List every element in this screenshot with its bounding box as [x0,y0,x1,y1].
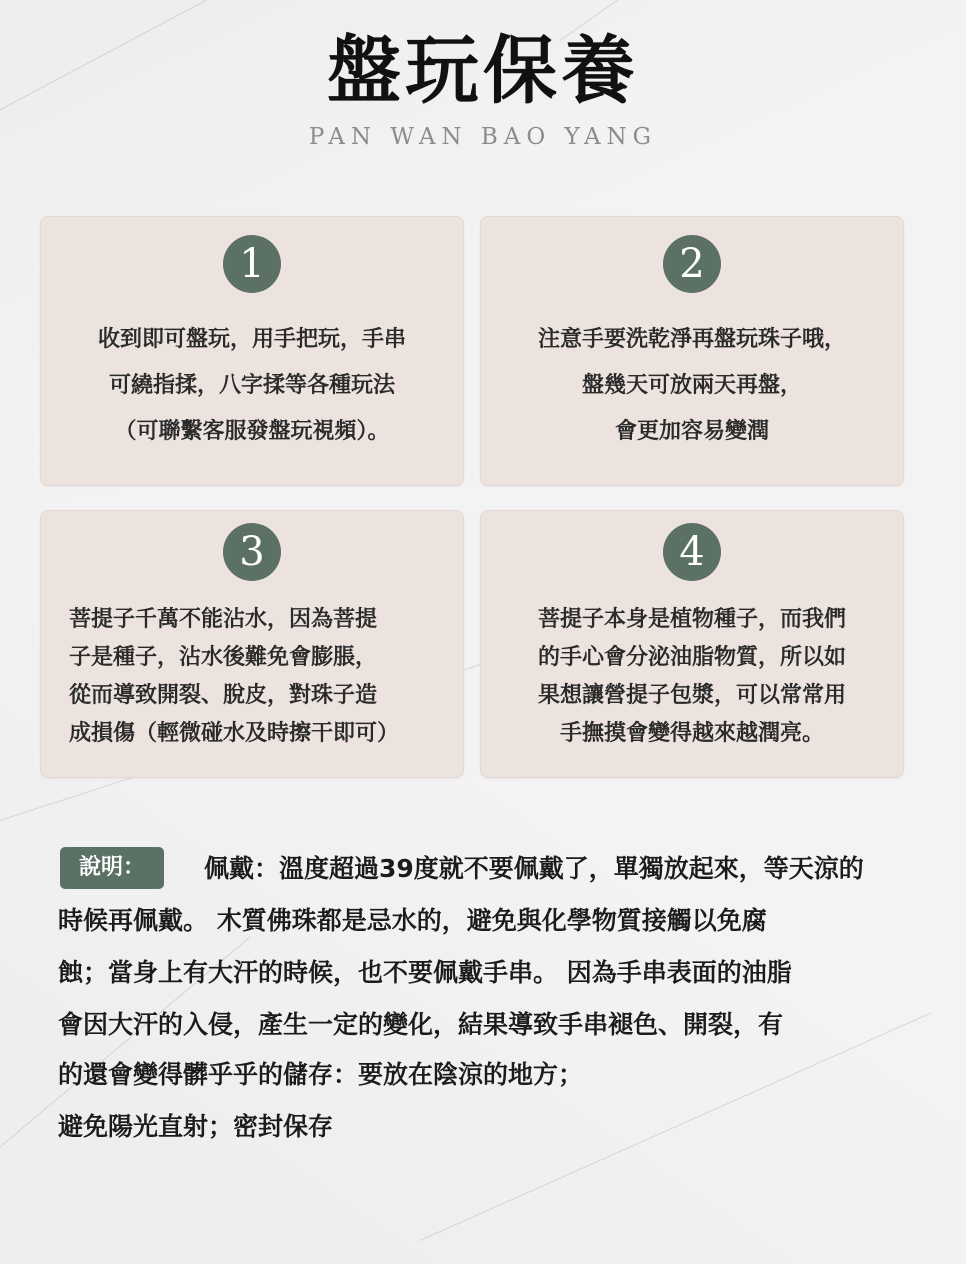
card-text [505,317,879,455]
card-text-line: 果想讓營提子包漿，可以常常用 [537,683,846,708]
note-line: 的還會變得髒乎乎的儲存：要放在陰涼的地方； [58,1060,584,1089]
card-text-line: 的手心會分泌油脂物質，所以如 [537,645,846,670]
card-2 [480,216,904,486]
page-title: 盤玩保養 [327,28,639,114]
step-number-badge: 4 [663,523,721,581]
card-4 [480,510,904,778]
card-text-line: 子是種子，沾水後難免會膨脹， [69,645,378,670]
card-text-line: 收到即可盤玩，用手把玩，手串 [97,327,406,352]
card-text-line: 注意手要洗乾淨再盤玩珠子哦， [537,327,846,352]
card-text-line: 盤幾天可放兩天再盤， [581,373,802,398]
card-text-line: 菩提子千萬不能沾水，因為菩提 [69,607,378,632]
step-number-badge: 2 [663,235,721,293]
note-line: 會因大汗的入侵，產生一定的變化，結果導致手串褪色、開裂，有 [58,1010,784,1039]
card-text-line: 菩提子本身是植物種子，而我們 [537,607,846,632]
step-number-badge: 3 [223,523,281,581]
note-line: 蝕；當身上有大汗的時候，也不要佩戴手串。 因為手串表面的油脂 [58,958,792,987]
card-text-line: 可繞指揉，八字揉等各種玩法 [108,373,395,398]
card-text-line: 從而導致開裂、脫皮，對珠子造 [69,683,378,708]
note-label-badge: 說明： [60,847,164,889]
card-text-line: 會更加容易變潤 [614,419,769,444]
card-text [505,601,879,753]
card-text-line: （可聯繫客服發盤玩視頻）。 [114,419,390,444]
card-text [65,317,439,455]
card-text [69,601,439,753]
card-1 [40,216,464,486]
marble-vein [420,1012,932,1241]
card-3 [40,510,464,778]
page-subtitle: PAN WAN BAO YANG [308,124,658,150]
note-line: 佩戴：溫度超過39度就不要佩戴了，單獨放起來，等天涼的 [204,854,864,883]
note-line: 避免陽光直射；密封保存 [58,1112,334,1141]
card-text-line: 手撫摸會變得越來越潤亮。 [559,721,824,746]
step-number-badge: 1 [223,235,281,293]
card-text-line: 成損傷（輕微碰水及時擦干即可） [69,721,400,746]
note-line: 時候再佩戴。 木質佛珠都是忌水的，避免與化學物質接觸以免腐 [58,906,767,935]
